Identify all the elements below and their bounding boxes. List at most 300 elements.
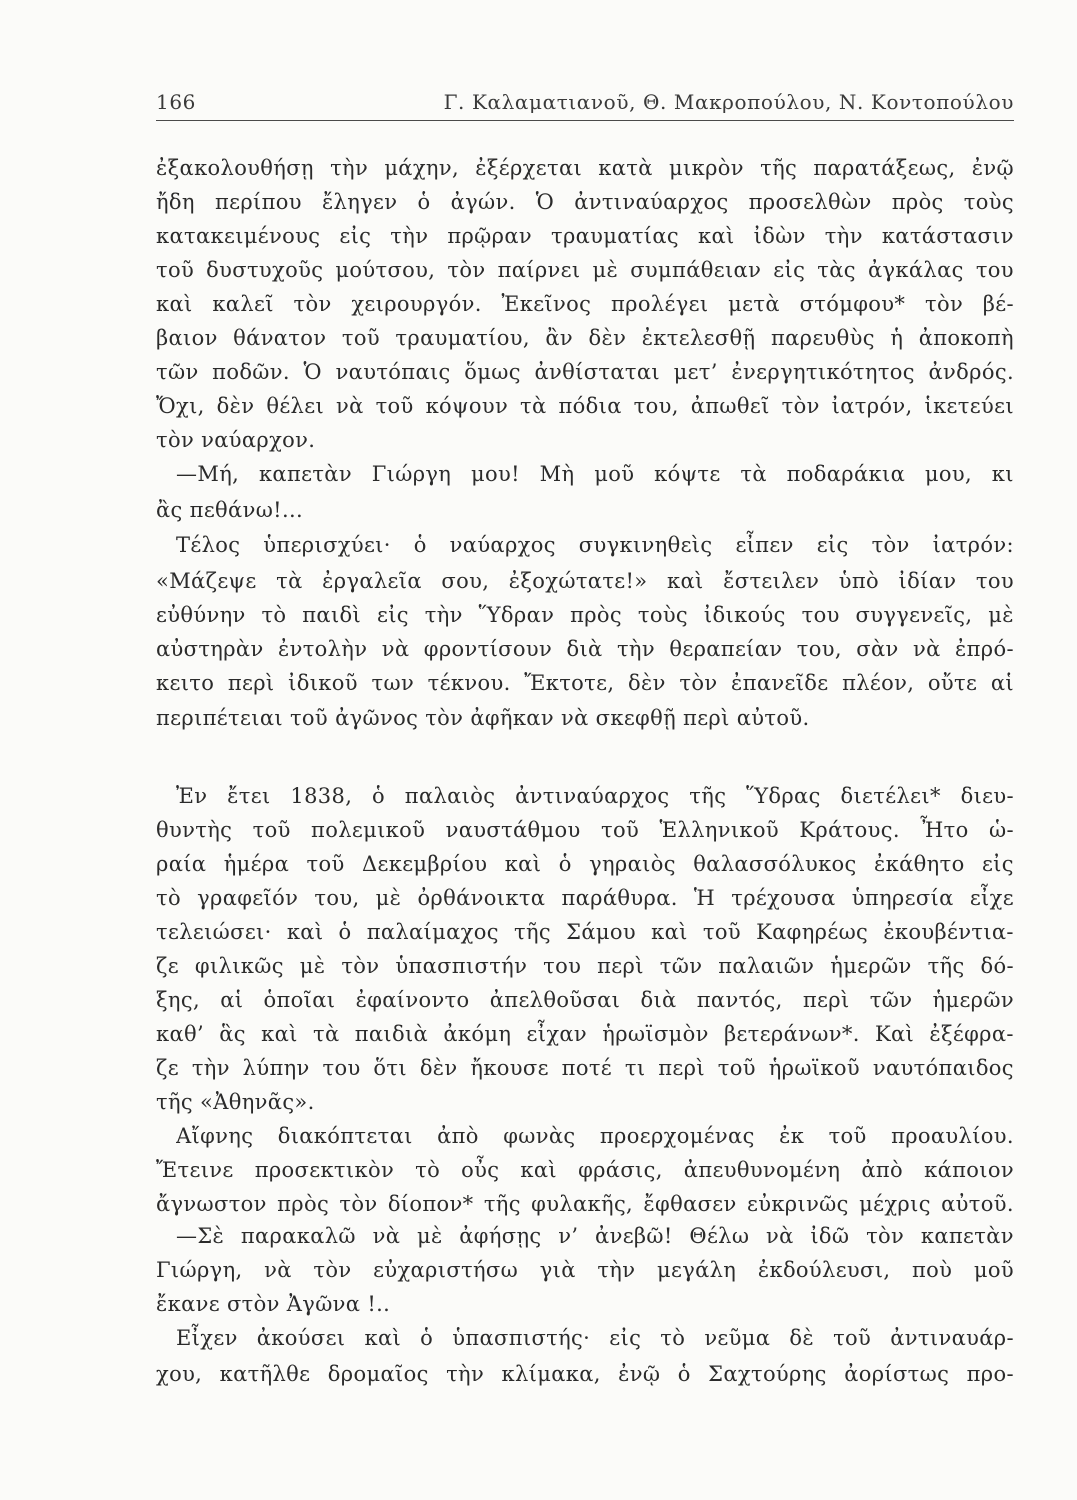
text-word: τοῦ xyxy=(341,326,380,350)
text-word: κόψουν xyxy=(425,394,509,418)
text-word: του xyxy=(801,603,840,627)
text-line xyxy=(176,778,1014,814)
text-line xyxy=(156,184,1014,220)
text-word: ἀπευθυνομένη xyxy=(683,1158,841,1182)
text-word: φράσις, xyxy=(578,1158,663,1182)
text-word: ἡρωϊσμὸν xyxy=(602,1022,709,1046)
text-word: ὑπὸ xyxy=(838,569,880,593)
text-word: Ὁ xyxy=(535,190,555,214)
text-word: δρομαῖος xyxy=(327,1362,429,1386)
text-word: ἔτει xyxy=(227,784,271,808)
text-word: ἰδὼν xyxy=(753,224,806,248)
text-word: ὅτι xyxy=(373,1056,407,1080)
text-word: —Σὲ xyxy=(176,1224,225,1248)
text-word: Ὕδρας xyxy=(746,784,821,808)
text-word: θυντὴς xyxy=(156,818,233,842)
text-word: τὸ xyxy=(156,886,181,910)
text-word: πρῷραν xyxy=(447,224,532,248)
text-word: περίπου xyxy=(214,190,302,214)
text-word: ἀντιναυάρ- xyxy=(890,1326,1014,1350)
text-word: τοῦ xyxy=(828,1124,867,1148)
text-word: τὸ xyxy=(261,603,287,627)
text-word: τὴν xyxy=(390,224,429,248)
text-word: ἀορίστως xyxy=(844,1362,950,1386)
text-word: ἀγκάλας xyxy=(867,258,964,282)
text-word: ἐντολὴν xyxy=(277,637,368,661)
text-word: 1838, xyxy=(290,784,353,808)
text-word: ἐξακολουθήσῃ xyxy=(156,156,314,180)
text-word: αἱ xyxy=(220,988,244,1012)
text-word: «Μάζεψε xyxy=(156,569,257,593)
text-word: τοῦ xyxy=(306,852,345,876)
text-word: καὶ xyxy=(520,1158,558,1182)
text-word: περὶ xyxy=(227,671,275,695)
text-line xyxy=(156,218,1014,254)
text-word: μούτσου, xyxy=(335,258,436,282)
text-word: Αἴφνης xyxy=(176,1124,254,1148)
text-line xyxy=(156,150,1014,186)
text-word: τοὺς xyxy=(637,603,689,627)
text-word: θάνατον xyxy=(233,326,327,350)
text-word: τραυματίας xyxy=(550,224,680,248)
text-word: τρέχουσα xyxy=(731,886,836,910)
text-word: ποὺ xyxy=(911,1258,953,1282)
text-word: τὸν xyxy=(866,1224,905,1248)
text-word: λύπην xyxy=(242,1056,310,1080)
text-line xyxy=(156,286,1014,322)
text-word: τὸ xyxy=(415,1158,441,1182)
text-word: Σαχτούρης xyxy=(708,1362,827,1386)
text-word: νὰ xyxy=(912,637,941,661)
text-word: παρευθὺς xyxy=(770,326,875,350)
text-word: Ἔτεινε xyxy=(156,1158,234,1182)
text-word: πρὸς xyxy=(570,603,623,627)
text-word: τὴν xyxy=(424,603,463,627)
text-word: ἃς xyxy=(219,1022,246,1046)
text-word: τοῦ xyxy=(156,258,195,282)
text-word: παιδιὰ xyxy=(354,1022,429,1046)
text-word: τὴν xyxy=(191,1056,230,1080)
text-word: μάχην, xyxy=(384,156,459,180)
text-line: τὸν ναύαρχον. xyxy=(156,428,316,452)
text-word: Σάμου xyxy=(566,920,636,944)
text-word: τὸν xyxy=(924,292,964,316)
text-word: τὸν xyxy=(781,394,820,418)
text-word: ἀκούσει xyxy=(256,1326,346,1350)
text-word: θαλασσόλυκος xyxy=(693,852,857,876)
text-word: Θέλω xyxy=(689,1224,750,1248)
text-word: ἔστειλεν xyxy=(723,569,820,593)
text-word: εἰς xyxy=(609,1326,642,1350)
text-word: Καὶ xyxy=(874,1022,915,1046)
text-word: ὑπερισχύει· xyxy=(263,533,391,557)
text-word: ἐνεργητικότητος xyxy=(731,360,915,384)
text-word: νὰ xyxy=(264,1258,292,1282)
text-line xyxy=(156,252,1014,288)
text-word: ἀνθίσταται xyxy=(534,360,660,384)
text-word: εἶχε xyxy=(969,886,1014,910)
text-word: βέ- xyxy=(982,292,1014,316)
text-word: προ- xyxy=(966,1362,1014,1386)
text-word: κατακειμένους xyxy=(156,224,321,248)
text-word: τὰ xyxy=(740,462,767,486)
text-word: τῆς xyxy=(760,156,798,180)
text-word: Κράτους. xyxy=(799,818,900,842)
text-word: ἔφθασεν xyxy=(643,1192,737,1216)
text-word: περὶ xyxy=(597,954,644,978)
text-line: ἔκανε στὸν Ἀγῶνα !.. xyxy=(156,1292,391,1316)
text-word: ἐξέρχεται xyxy=(475,156,583,180)
text-line xyxy=(176,1218,1014,1254)
text-word: πολεμικοῦ xyxy=(311,818,426,842)
text-word: Καφηρέως xyxy=(756,920,869,944)
text-word: στόμφου* xyxy=(799,292,906,316)
text-word: φυλακῆς, xyxy=(531,1192,634,1216)
text-word: καπετὰν xyxy=(920,1224,1014,1248)
text-word: ἡ xyxy=(890,326,904,350)
text-word: τι xyxy=(624,1056,646,1080)
text-line xyxy=(156,388,1014,424)
text-word: ἐπρό- xyxy=(955,637,1014,661)
text-word: θεραπείαν xyxy=(669,637,783,661)
text-word: μοῦ xyxy=(594,462,635,486)
text-word: ἀφήσῃς xyxy=(459,1224,542,1248)
text-word: τοῦ xyxy=(833,1326,872,1350)
text-line: τῆς «Ἀθηνᾶς». xyxy=(156,1090,315,1114)
text-line xyxy=(156,1356,1014,1392)
text-word: δό- xyxy=(980,954,1014,978)
text-word: ἀποκοπὴ xyxy=(918,326,1014,350)
text-word: τὰ xyxy=(520,394,547,418)
text-word: τὸν xyxy=(313,1258,352,1282)
text-word: του xyxy=(322,1056,361,1080)
text-word: Ἐν xyxy=(176,784,208,808)
text-word: ἀνεβῶ! xyxy=(595,1224,673,1248)
text-word: τῆς xyxy=(689,784,727,808)
text-word: κάποιον xyxy=(924,1158,1014,1182)
text-word: καὶ xyxy=(698,224,735,248)
text-word: τὰ xyxy=(276,569,303,593)
text-word: ἐνῷ xyxy=(971,156,1014,180)
text-word: νεῦμα xyxy=(704,1326,771,1350)
text-word: πρὸς xyxy=(891,190,944,214)
text-word: Ὁ xyxy=(303,360,322,384)
text-word: ἀνδρός. xyxy=(928,360,1014,384)
text-word: καθ’ xyxy=(156,1022,205,1046)
text-word: διὰ xyxy=(640,988,677,1012)
text-word: συγκινηθεὶς xyxy=(578,533,713,557)
text-word: τῆς xyxy=(927,954,965,978)
text-word: Ἔκτοτε, xyxy=(524,671,615,695)
text-word: καὶ xyxy=(261,1022,298,1046)
text-word: τοῦ xyxy=(252,818,291,842)
text-word: ἡμερῶν xyxy=(830,954,912,978)
text-line xyxy=(176,1320,1014,1356)
text-word: τῆς xyxy=(514,920,552,944)
text-word: ναύαρχος xyxy=(449,533,556,557)
text-line xyxy=(156,812,1014,848)
text-word: μοῦ xyxy=(973,1258,1014,1282)
text-word: συμπάθειαν xyxy=(630,258,762,282)
text-word: Εἶχεν xyxy=(176,1326,238,1350)
text-word: παρατάξεως, xyxy=(813,156,956,180)
text-word: τέκνου. xyxy=(427,671,511,695)
text-word: ἀντιναύαρχος xyxy=(515,784,670,808)
text-word: διακόπτεται xyxy=(277,1124,413,1148)
text-word: μετ’ xyxy=(673,360,718,384)
text-word: παλαιῶν xyxy=(718,954,815,978)
text-word: ὁ xyxy=(417,190,431,214)
text-word: ἐφαίνοντο xyxy=(355,988,470,1012)
text-word: Τέλος xyxy=(176,533,241,557)
text-word: τὰ xyxy=(312,1022,340,1046)
text-word: καὶ xyxy=(651,920,688,944)
text-line xyxy=(156,880,1014,916)
text-word: οὖς xyxy=(461,1158,500,1182)
text-word: ἐνῷ xyxy=(618,1362,661,1386)
text-word: μὲ xyxy=(299,954,326,978)
text-word: δὲ xyxy=(789,1326,815,1350)
text-word: τὰς xyxy=(817,258,856,282)
text-word: γραφεῖόν xyxy=(197,886,299,910)
text-word: μου, xyxy=(924,462,973,486)
text-word: ἂν xyxy=(545,326,574,350)
text-word: παλαιὸς xyxy=(404,784,496,808)
text-word: καπετὰν xyxy=(258,462,352,486)
text-word: παρακαλῶ xyxy=(240,1224,356,1248)
text-word: ἰατρόν, xyxy=(831,394,913,418)
page-number: 166 xyxy=(156,90,196,114)
text-word: τοῦ xyxy=(717,1056,756,1080)
text-word: δὲν xyxy=(628,671,666,695)
text-word: παλαίμαχος xyxy=(366,920,499,944)
text-word: ἰδίαν xyxy=(898,569,957,593)
text-word: τὸν xyxy=(341,954,380,978)
text-word: ἀκόμη xyxy=(443,1022,512,1046)
text-word: ἤδη xyxy=(156,190,195,214)
text-word: νὰ xyxy=(766,1224,794,1248)
text-word: τὸν xyxy=(679,671,718,695)
text-word: τὸν xyxy=(447,258,486,282)
text-word: μὲ xyxy=(375,886,402,910)
text-word: αὐστηρὰν xyxy=(156,637,264,661)
text-word: τοῦ xyxy=(702,920,741,944)
text-line: περιπέτειαι τοῦ ἀγῶνος τὸν ἀφῆκαν νὰ σκεφθῇ περὶ αὐτοῦ. xyxy=(156,706,810,730)
text-word: βετεράνων*. xyxy=(724,1022,860,1046)
text-word: ναυτόπαις xyxy=(335,360,451,384)
text-word: μου! xyxy=(471,462,520,486)
text-word: εἶχαν xyxy=(526,1022,588,1046)
text-word: τῶν xyxy=(659,954,703,978)
text-word: ὁ xyxy=(413,533,427,557)
text-word: τοὺς xyxy=(963,190,1014,214)
text-word: ἰδῶ xyxy=(810,1224,850,1248)
text-word: Ἡ xyxy=(693,886,716,910)
text-line xyxy=(156,1016,1014,1052)
text-word: μεγάλη xyxy=(656,1258,737,1282)
text-word: ἀπελθοῦσαι xyxy=(489,988,621,1012)
text-word: ὡ- xyxy=(988,818,1014,842)
text-word: ποδαράκια xyxy=(786,462,906,486)
text-word: τῶν xyxy=(156,360,199,384)
text-line xyxy=(156,982,1014,1018)
text-word: κόψτε xyxy=(654,462,721,486)
text-word: καὶ xyxy=(364,1326,402,1350)
text-word: προερχομένας xyxy=(599,1124,755,1148)
text-word: περὶ xyxy=(658,1056,705,1080)
text-word: Ὕδραν xyxy=(478,603,555,627)
text-word: τοῦ xyxy=(375,394,414,418)
text-word: γιὰ xyxy=(539,1258,576,1282)
text-line xyxy=(156,948,1014,984)
text-word: τὸ xyxy=(660,1326,686,1350)
text-line xyxy=(176,456,1014,492)
text-word: των xyxy=(371,671,415,695)
text-word: καὶ xyxy=(667,569,704,593)
text-word: εἰς xyxy=(816,533,849,557)
text-word: ἡμερῶν xyxy=(932,988,1014,1012)
text-word: ἀπὸ xyxy=(437,1124,479,1148)
text-word: Γιώργη xyxy=(371,462,452,486)
text-word: κι xyxy=(991,462,1014,486)
text-word: ἐκδούλευσι, xyxy=(757,1258,891,1282)
text-word: ἔληγεν xyxy=(321,190,398,214)
text-word: ναυστάθμου xyxy=(445,818,581,842)
text-word: ἀγών. xyxy=(450,190,516,214)
text-word: μὲ xyxy=(592,258,619,282)
text-word: ἡρωϊκοῦ xyxy=(768,1056,860,1080)
text-word: ἐκτελεσθῇ xyxy=(641,326,756,350)
text-word: ξης, xyxy=(156,988,200,1012)
text-word: παίρνει xyxy=(497,258,581,282)
text-word: φιλικῶς xyxy=(194,954,284,978)
text-line xyxy=(156,1152,1014,1188)
text-word: αἱ xyxy=(990,671,1014,695)
text-word: ποτέ xyxy=(561,1056,613,1080)
text-word: Ἐκεῖνος xyxy=(501,292,592,316)
text-word: τὴν xyxy=(597,1258,636,1282)
text-line xyxy=(176,1118,1014,1154)
text-word: νὰ xyxy=(372,1224,401,1248)
text-word: συγγενεῖς, xyxy=(855,603,973,627)
text-word: ἐκάθητο xyxy=(874,852,965,876)
text-word: πρὸς xyxy=(277,1192,330,1216)
text-line xyxy=(156,597,1014,633)
text-word: ἐξέφρα- xyxy=(929,1022,1014,1046)
text-line xyxy=(156,1252,1014,1288)
text-word: ὁ xyxy=(372,784,386,808)
text-word: μὲ xyxy=(416,1224,443,1248)
text-word: παντός, xyxy=(696,988,783,1012)
text-word: ὁ xyxy=(338,920,352,944)
text-word: μὲ xyxy=(988,603,1014,627)
text-word: ἰδικούς xyxy=(703,603,786,627)
text-word: εἰς xyxy=(981,852,1014,876)
text-line xyxy=(156,665,1014,701)
text-word: φωνὰς xyxy=(503,1124,576,1148)
text-word: καὶ xyxy=(504,852,542,876)
text-word: δὲν xyxy=(216,394,255,418)
text-word: ἐπανεῖδε xyxy=(731,671,829,695)
text-word: μικρὸν xyxy=(669,156,744,180)
text-word: χειρουργόν. xyxy=(351,292,482,316)
text-word: νὰ xyxy=(381,637,410,661)
text-word: προσελθὼν xyxy=(748,190,872,214)
text-line xyxy=(156,631,1014,667)
text-word: ὁ xyxy=(558,852,572,876)
text-line xyxy=(156,846,1014,882)
text-word: πλέον, xyxy=(842,671,915,695)
text-line xyxy=(176,527,1014,563)
text-line: ἂς πεθάνω!... xyxy=(156,498,304,522)
text-line xyxy=(156,1050,1014,1086)
text-word: τὸν xyxy=(339,1192,378,1216)
text-word: του, xyxy=(633,394,679,418)
text-word: εὐχαριστήσω xyxy=(373,1258,519,1282)
text-word: περὶ xyxy=(802,988,850,1012)
page-header xyxy=(156,88,1014,121)
text-line xyxy=(156,563,1014,599)
text-word: ραία xyxy=(156,852,207,876)
text-word: οὔτε xyxy=(927,671,978,695)
text-word: ὅμως xyxy=(464,360,521,384)
text-word: εἰς xyxy=(339,224,372,248)
text-word: ἀπωθεῖ xyxy=(690,394,770,418)
text-word: τραυματίου, xyxy=(395,326,530,350)
text-word: προσεκτικὸν xyxy=(254,1158,395,1182)
text-word: ὁ xyxy=(677,1362,691,1386)
text-word: μετὰ xyxy=(728,292,780,316)
text-word: ἀντιναύαρχος xyxy=(574,190,729,214)
text-word: Ἑλληνικοῦ xyxy=(659,818,780,842)
text-word: —Μή, xyxy=(176,462,240,486)
text-word: Δεκεμβρίου xyxy=(361,852,488,876)
text-word: κατάστασιν xyxy=(881,224,1014,248)
text-word: ἐργαλεῖα xyxy=(322,569,422,593)
text-line xyxy=(156,914,1014,950)
text-word: σου, xyxy=(441,569,490,593)
text-word: ἐξοχώτατε!» xyxy=(508,569,648,593)
text-word: ναυτόπαιδος xyxy=(872,1056,1014,1080)
text-word: ἤκουσε xyxy=(470,1056,549,1080)
text-word: εἶπεν xyxy=(735,533,794,557)
text-word: ὑπασπιστής· xyxy=(452,1326,591,1350)
text-word: καὶ xyxy=(286,920,324,944)
text-word: δυστυχοῦς xyxy=(206,258,324,282)
text-word: τῆς xyxy=(483,1192,521,1216)
text-line xyxy=(156,1186,1014,1222)
text-word: σὰν xyxy=(856,637,899,661)
text-word: ὁ xyxy=(420,1326,434,1350)
text-word: δὲν xyxy=(419,1056,458,1080)
text-word: ζε xyxy=(156,954,179,978)
text-word: Μὴ xyxy=(539,462,575,486)
text-word: παράθυρα. xyxy=(561,886,678,910)
text-word: προλέγει xyxy=(610,292,709,316)
text-word: ἄγνωστον xyxy=(156,1192,267,1216)
text-word: του, xyxy=(796,637,842,661)
text-word: τῶν xyxy=(869,988,913,1012)
text-word: ν’ xyxy=(558,1224,579,1248)
text-word: τὸν xyxy=(293,292,332,316)
text-word: παιδὶ xyxy=(302,603,362,627)
text-word: ὁποῖαι xyxy=(263,988,336,1012)
text-word: τελειώσει· xyxy=(156,920,272,944)
text-line xyxy=(156,320,1014,356)
text-word: κατὰ xyxy=(598,156,653,180)
text-word: ὀρθάνοικτα xyxy=(417,886,546,910)
text-word: γηραιὸς xyxy=(589,852,676,876)
